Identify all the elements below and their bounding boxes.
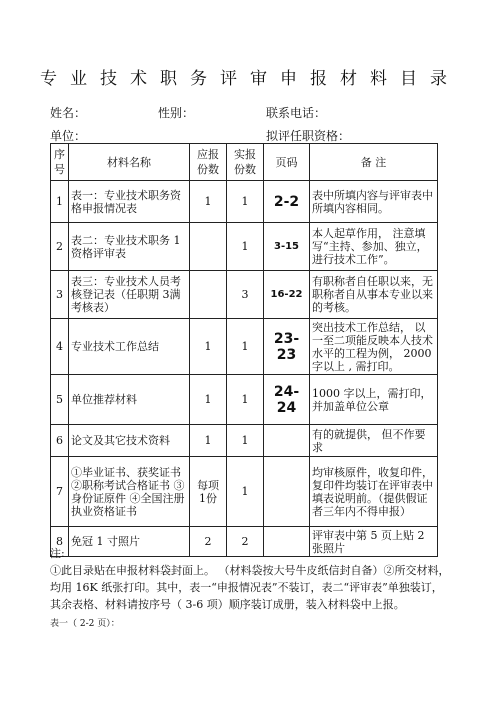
row-seq: 4 <box>51 319 69 375</box>
header-page: 页码 <box>264 144 310 181</box>
row-seq: 2 <box>51 223 69 271</box>
row-actual: 3 <box>227 271 264 319</box>
row-required: 每项 1份 <box>190 457 227 527</box>
table-row <box>51 181 438 223</box>
row-page: 2-2 <box>264 181 310 223</box>
name-field-label: 姓名： <box>50 106 87 120</box>
row-remarks: 1000 字以上，需打印，并加盖单位公章 <box>310 375 438 425</box>
header-actual-copies: 实报份数 <box>227 144 264 181</box>
row-required: 1 <box>190 181 227 223</box>
row-remarks: 有的就提供， 但不作要求 <box>310 425 438 457</box>
row-actual: 1 <box>227 181 264 223</box>
notes-text: ①此目录贴在申报材料袋封面上。 （材料袋按大号牛皮纸信封自备）②所交材料，均用 16K 纸张打印。其中，表一“申报情况表”不装订，表二“评审表”单独装订，其余表格、材料请按序号（ 3-6 项）顺序装订成册，装入材料袋中上报。 <box>50 564 450 611</box>
row-remarks: 评审表中第 5 页上贴 2 张照片 <box>310 527 438 557</box>
row-actual: 1 <box>227 223 264 271</box>
footer-caption: 表一（ 2-2 页）： <box>50 619 120 629</box>
header-remarks: 备 注 <box>310 144 438 181</box>
row-seq: 6 <box>51 425 69 457</box>
row-seq: 8 <box>51 527 69 557</box>
row-remarks: 突出技术工作总结， 以一至二项能反映本人技术水平的工程为例， 2000字以上 , 需打印。 <box>310 319 438 375</box>
row-actual: 1 <box>227 319 264 375</box>
notes-label: 注: <box>50 547 65 560</box>
row-actual: 1 <box>227 375 264 425</box>
header-seq: 序号 <box>51 144 69 181</box>
header-required-copies: 应报份数 <box>190 144 227 181</box>
phone-field-label: 联系电话： <box>266 106 327 120</box>
row-material-name: 表二：专业技术职务 1资格评审表 <box>69 223 190 271</box>
table-row <box>51 271 438 319</box>
row-page <box>264 457 310 527</box>
row-material-name: 免冠 1 寸照片 <box>69 527 190 557</box>
row-seq: 5 <box>51 375 69 425</box>
row-page: 3-15 <box>264 223 310 271</box>
table-row <box>51 319 438 375</box>
table-row <box>51 375 438 425</box>
row-material-name: 表三：专业技术人员考核登记表（任职期 3满考核表） <box>69 271 190 319</box>
row-required: 1 <box>190 375 227 425</box>
gender-field-label: 性别： <box>158 106 195 120</box>
row-seq: 7 <box>51 457 69 527</box>
row-required <box>190 271 227 319</box>
row-seq: 3 <box>51 271 69 319</box>
row-seq: 1 <box>51 181 69 223</box>
document-title: 专业技术职务评审申报材料目录 <box>40 69 460 89</box>
row-material-name: 专业技术工作总结 <box>69 319 190 375</box>
table-header-row <box>51 144 438 181</box>
table-row <box>51 223 438 271</box>
row-page <box>264 425 310 457</box>
row-required: 1 <box>190 425 227 457</box>
row-actual: 1 <box>227 425 264 457</box>
row-material-name: 论文及其它技术资料 <box>69 425 190 457</box>
row-remarks: 均审核原件，收复印件，复印件均装订在评审表中填表说明前。（提供假证者三年内不得申报） <box>310 457 438 527</box>
row-required: 1 <box>190 319 227 375</box>
row-actual: 2 <box>227 527 264 557</box>
row-remarks: 有职称者自任职以来，无职称者自从事本专业以来的考核。 <box>310 271 438 319</box>
header-material-name: 材料名称 <box>69 144 190 181</box>
row-material-name: 表一：专业技术职务资格申报情况表 <box>69 181 190 223</box>
row-material-name: 单位推荐材料 <box>69 375 190 425</box>
table-row <box>51 457 438 527</box>
row-page: 24-24 <box>264 375 310 425</box>
row-page: 16-22 <box>264 271 310 319</box>
row-required <box>190 223 227 271</box>
row-actual: 1 <box>227 457 264 527</box>
notes-section <box>50 545 450 613</box>
row-material-name: ①毕业证书、获奖证书 ②职称考试合格证书 ③身份证原件 ④全国注册执业资格证书 <box>69 457 190 527</box>
unit-field-label: 单位： <box>50 129 87 143</box>
row-required: 2 <box>190 527 227 557</box>
row-remarks: 表中所填内容与评审表中所填内容相同。 <box>310 181 438 223</box>
materials-table <box>50 143 438 557</box>
row-remarks: 本人起草作用， 注意填写“主持、参加、独立，进行技术工作”。 <box>310 223 438 271</box>
row-page: 23-23 <box>264 319 310 375</box>
qualification-field-label: 拟评任职资格： <box>266 129 351 143</box>
table-row <box>51 425 438 457</box>
